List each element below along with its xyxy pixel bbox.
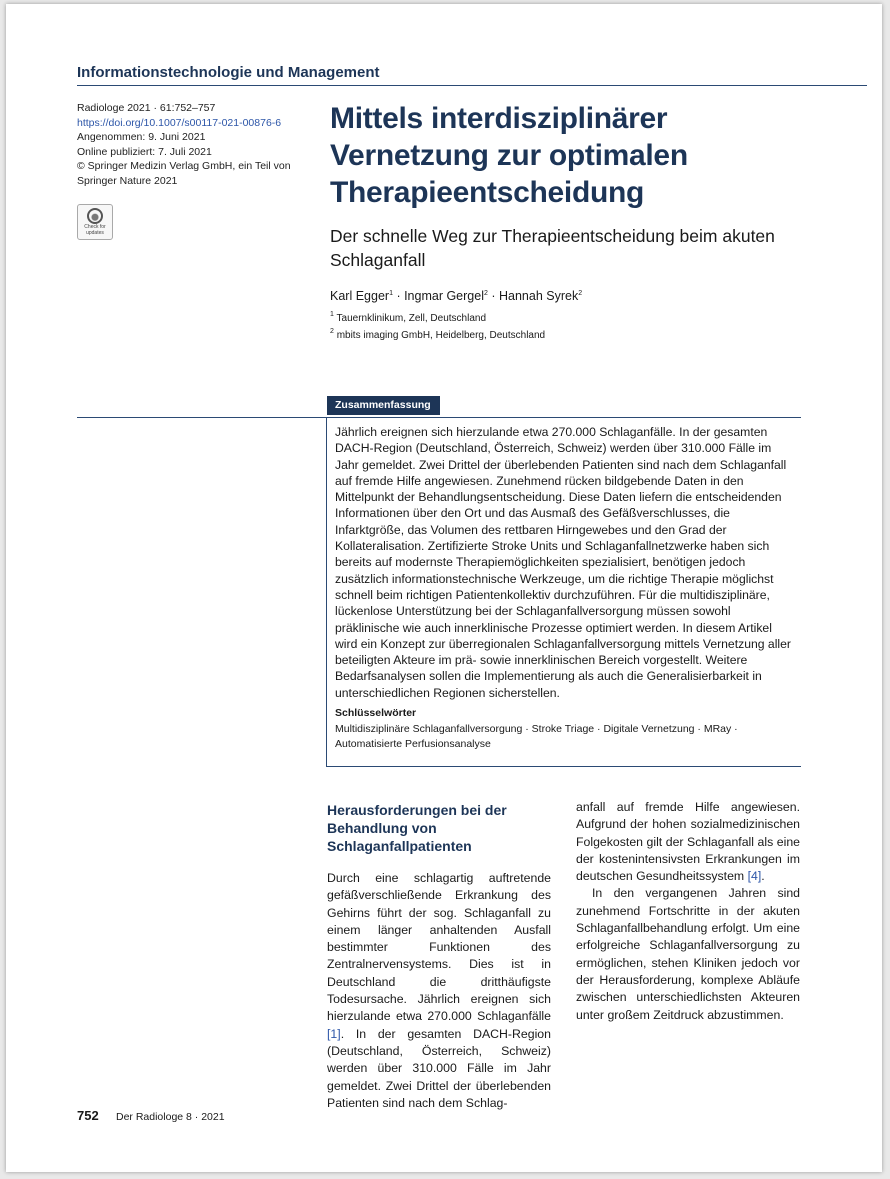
check-for-updates-badge[interactable] (77, 204, 113, 240)
header-rule (77, 85, 867, 86)
affiliation-sup: 1 (330, 311, 334, 318)
affiliation (330, 311, 486, 324)
body-text: . (761, 869, 765, 884)
author-affiliation-sup: 2 (578, 290, 583, 297)
page-number: 752 (77, 1108, 99, 1123)
reference-link[interactable]: [4] (747, 869, 762, 884)
body-column-2 (576, 799, 800, 1024)
citation: Radiologe 2021 · 61:752–757 (77, 102, 216, 114)
author-affiliation-sup: 1 (389, 290, 393, 297)
copyright-line-2: Springer Nature 2021 (77, 174, 178, 187)
reference-link[interactable]: [1] (327, 1026, 341, 1041)
affiliation-text: Tauernklinikum, Zell, Deutschland (336, 313, 487, 324)
section-heading: Herausforderungen bei der Behandlung von Schlaganfallpatienten (327, 802, 507, 854)
body-paragraph (576, 799, 800, 885)
body-column-1 (327, 870, 551, 1112)
keywords-label: Schlüsselwörter (335, 707, 417, 719)
body-text: anfall auf fremde Hilfe angewiesen. Aufgrund der hohen sozialmedizinischen Folgekosten gilt der Schlaganfall als eine der kostenintensivsten Erkrankungen im deutschen Gesundheitssystem (576, 800, 800, 884)
crossmark-label: Check for updates (84, 224, 106, 236)
author-name: Hannah Syrek (499, 289, 579, 303)
article-subtitle: Der schnelle Weg zur Therapieentscheidung beim akuten Schlaganfall (330, 226, 775, 270)
abstract-label: Zusammenfassung (327, 396, 440, 415)
section-label: Informationstechnologie und Management (77, 64, 380, 81)
copyright-line-1: © Springer Medizin Verlag GmbH, ein Teil von (77, 160, 291, 172)
body-paragraph: In den vergangenen Jahren sind zunehmend Fortschritte in der akuten Schlaganfallbehandlung erfolgt. Um eine erfolgreiche Schlaganfallversorgung zu ermöglichen, stehen Kliniken jedoch vor der Herausforderung, komplexe Abläufe zwischen unterschiedlichsten Akteuren unter großem Zeitdruck abzustimmen. (576, 886, 800, 1022)
affiliation-sup: 2 (330, 328, 334, 335)
author-name: Ingmar Gergel (404, 289, 484, 303)
author-list (330, 289, 582, 303)
keywords-text: Multidisziplinäre Schlaganfallversorgung · Stroke Triage · Digitale Vernetzung · MRay · Automatisierte Perfusionsanalyse (335, 723, 738, 750)
abstract-text: Jährlich ereignen sich hierzulande etwa 270.000 Schlaganfälle. In der gesamten DACH-Region (Deutschland, Österreich, Schweiz) werden über 310.000 Fälle im Jahr gemeldet. Zwei Drittel der überlebenden Patienten sind nach dem Schlaganfall auf fremde Hilfe angewiesen. Zunehmend rücken bildgebende Daten in den Mittelpunkt der Behandlungsentscheidung. Diese Daten liefern die entscheidenden Informationen über den Ort und das Ausmaß des Gefäßverschlusses, die Infarktgröße, das Volumen des rettbaren Hirngewebes und den Grad der Kollateralisation. Zertifizierte Stroke Units und Schlaganfallnetzwerke haben sich bereits auf modernste Therapiemöglichkeiten spezialisiert, benötigen jedoch zusätzlich informationstechnische Werkzeuge, um die richtige Therapie möglichst schnell beim richtigen Patientenkollektiv durchzuführen. Für die multidisziplinäre, lückenlose Unterstützung bei der Schlaganfallversorgung müssen sowohl präklinische wie auch innerklinische Prozesse optimiert werden. In diesem Artikel wird ein Konzept zur überregionalen Schlaganfallversorgung mittels Vernetzung aller beteiligten Akteure im prä- sowie innerklinischen Bereich vorgestellt. Weitere Bedarfsanalysen sollen die Implementierung als auch die Generalisierbarkeit in unterschiedlichen Regionen sicherstellen. (335, 425, 791, 700)
accepted-date: Angenommen: 9. Juni 2021 (77, 131, 206, 143)
affiliation-text: mbits imaging GmbH, Heidelberg, Deutschland (336, 330, 546, 341)
journal-footer: Der Radiologe 8 · 2021 (116, 1111, 225, 1123)
author-name: Karl Egger (330, 289, 390, 303)
doi-link[interactable]: https://doi.org/10.1007/s00117-021-00876-6 (77, 116, 282, 129)
body-text: . In der gesamten DACH-Region (Deutschland, Österreich, Schweiz) werden über 310.000 Fälle im Jahr gemeldet. Zwei Drittel der überlebenden Patienten sind nach dem Schlag- (327, 1026, 551, 1110)
author-separator: · (392, 289, 405, 303)
article-meta (77, 101, 297, 188)
author-separator: · (487, 289, 499, 303)
published-date: Online publiziert: 7. Juli 2021 (77, 145, 212, 158)
affiliation (330, 328, 545, 341)
article-title: Mittels interdisziplinärer Vernetzung zur optimalen Therapieentscheidung (330, 102, 688, 209)
crossmark-icon (87, 208, 103, 224)
body-paragraph (327, 870, 551, 1112)
body-text: Durch eine schlagartig auftretende gefäßverschließende Erkrankung des Gehirns führt der sog. Schlaganfall zu einem länger anhaltenden Ausfall bestimmter Funktionen des Zentralnervensystems. Dies ist in Deutschland die dritthäufigste Todesursache. Jährlich ereignen sich hierzulande etwa 270.000 Schlaganfälle (327, 871, 551, 1024)
author-affiliation-sup: 2 (483, 290, 488, 297)
abstract-rule (77, 417, 327, 418)
